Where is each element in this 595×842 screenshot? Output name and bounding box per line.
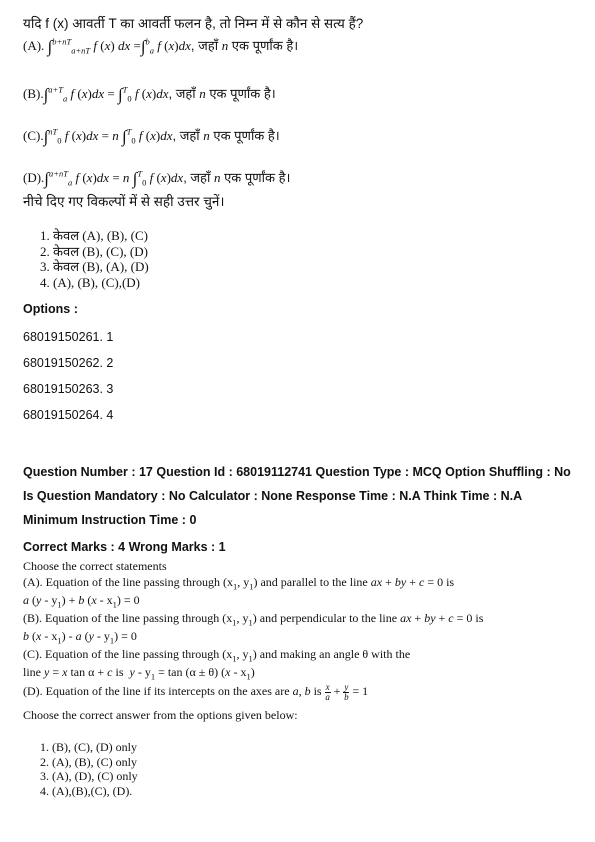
q1-instruction: नीचे दिए गए विकल्पों में से सही उत्तर चुनें। [23,194,225,209]
q1-statement-a-lead: (A). [23,38,45,53]
q1-statement-c-math: ∫$^{nT}_0$ f (x)dx = n ∫$^T_0$ f (x)dx [43,126,173,146]
q2-statement-b: (B). Equation of the line passing through ($x_1$, $y_1$) and perpendicular to the line ax + by + c = 0 is [23,611,484,628]
q2-statement-b-eq: b $(x - x_1)$ - a $(y - y_1) = 0$ [23,629,137,646]
q1-choice: 1. केवल (A), (B), (C) [40,228,148,243]
q2-statement-c: (C). Equation of the line passing through ($x_1$, $y_1$) and making an angle θ with the [23,647,411,664]
q1-choice: 3. केवल (B), (A), (D) [40,259,149,274]
q2-choice: 1. (B), (C), (D) only [40,740,137,754]
question-meta-line2: Is Question Mandatory : No Calculator : None Response Time : N.A Think Time : N.A [23,489,523,503]
q2-choice: 2. (A), (B), (C) only [40,754,137,769]
option-id: 68019150263. 3 [23,382,114,396]
q1-statement-a [23,36,298,57]
q2-choices [40,740,138,798]
option-id: 68019150262. 2 [23,356,114,370]
q2-statement-c-eq: line y = x tan α + c is $y - y_1 = \tan (\alpha \pm \theta)$ $(x - x_1)$ [23,665,255,682]
q1-statement-d-lead: (D). [23,170,45,185]
q1-statement-a-math: ∫$^{b+nT}_{a+nT}$ f (x) dx =∫$^b_a$ f (x)dx [47,36,191,56]
option-id: 68019150264. 4 [23,408,114,422]
q2-choice: 4. (A),(B),(C), (D). [40,783,133,798]
marks-line: Correct Marks : 4 Wrong Marks : 1 [23,540,226,554]
q1-statement-b-tail: , जहाँ n एक पूर्णांक है। [168,86,276,101]
q1-statement-b-lead: (B). [23,86,44,101]
q1-statement-d-math: ∫$^{a+nT}_a$ f (x)dx = n ∫$^T_0$ f (x)dx [44,168,184,188]
q1-stem: यदि f (x) आवर्ती T का आवर्ती फलन है, तो निम्न में से कौन से सत्य हैं? [23,16,364,31]
q1-statement-c-tail: , जहाँ n एक पूर्णांक है। [172,128,280,143]
options-label: Options : [23,302,78,316]
q1-choice: 4. (A), (B), (C),(D) [40,274,141,290]
q1-statement-a-tail: , जहाँ n एक पूर्णांक है। [190,38,299,53]
q2-stem: Choose the correct statements [23,559,167,573]
q1-statement-b [23,84,276,105]
q1-choices [40,228,149,290]
q1-statement-c-lead: (C). [23,128,44,143]
q1-statement-b-math: ∫$^{a+T}_a$ f (x)dx = ∫$^T_0$ f (x)dx [43,84,169,104]
q2-statement-a-eq: a $(y - y_1) + b$ $(x - x_1) = 0$ [23,593,140,610]
question-meta-line3: Minimum Instruction Time : 0 [23,513,197,527]
q2-instruction: Choose the correct answer from the options given below: [23,708,298,722]
q2-choice: 3. (A), (D), (C) only [40,769,138,783]
option-id: 68019150261. 1 [23,330,114,344]
q1-statement-c [23,126,280,147]
q1-statement-d [23,168,290,189]
q2-statement-d: (D). Equation of the line if its intercepts on the axes are a, b is $\frac{x}{a}$ + $\frac{y}{b}$ = 1 [23,682,369,702]
question-meta-line1: Question Number : 17 Question Id : 68019112741 Question Type : MCQ Option Shuffling : No [23,465,571,479]
q2-statement-a: (A). Equation of the line passing through ($x_1$, $y_1$) and parallel to the line ax + by + c = 0 is [23,575,455,592]
q1-choice: 2. केवल (B), (C), (D) [40,243,148,259]
q1-statement-d-tail: , जहाँ n एक पूर्णांक है। [183,170,291,185]
